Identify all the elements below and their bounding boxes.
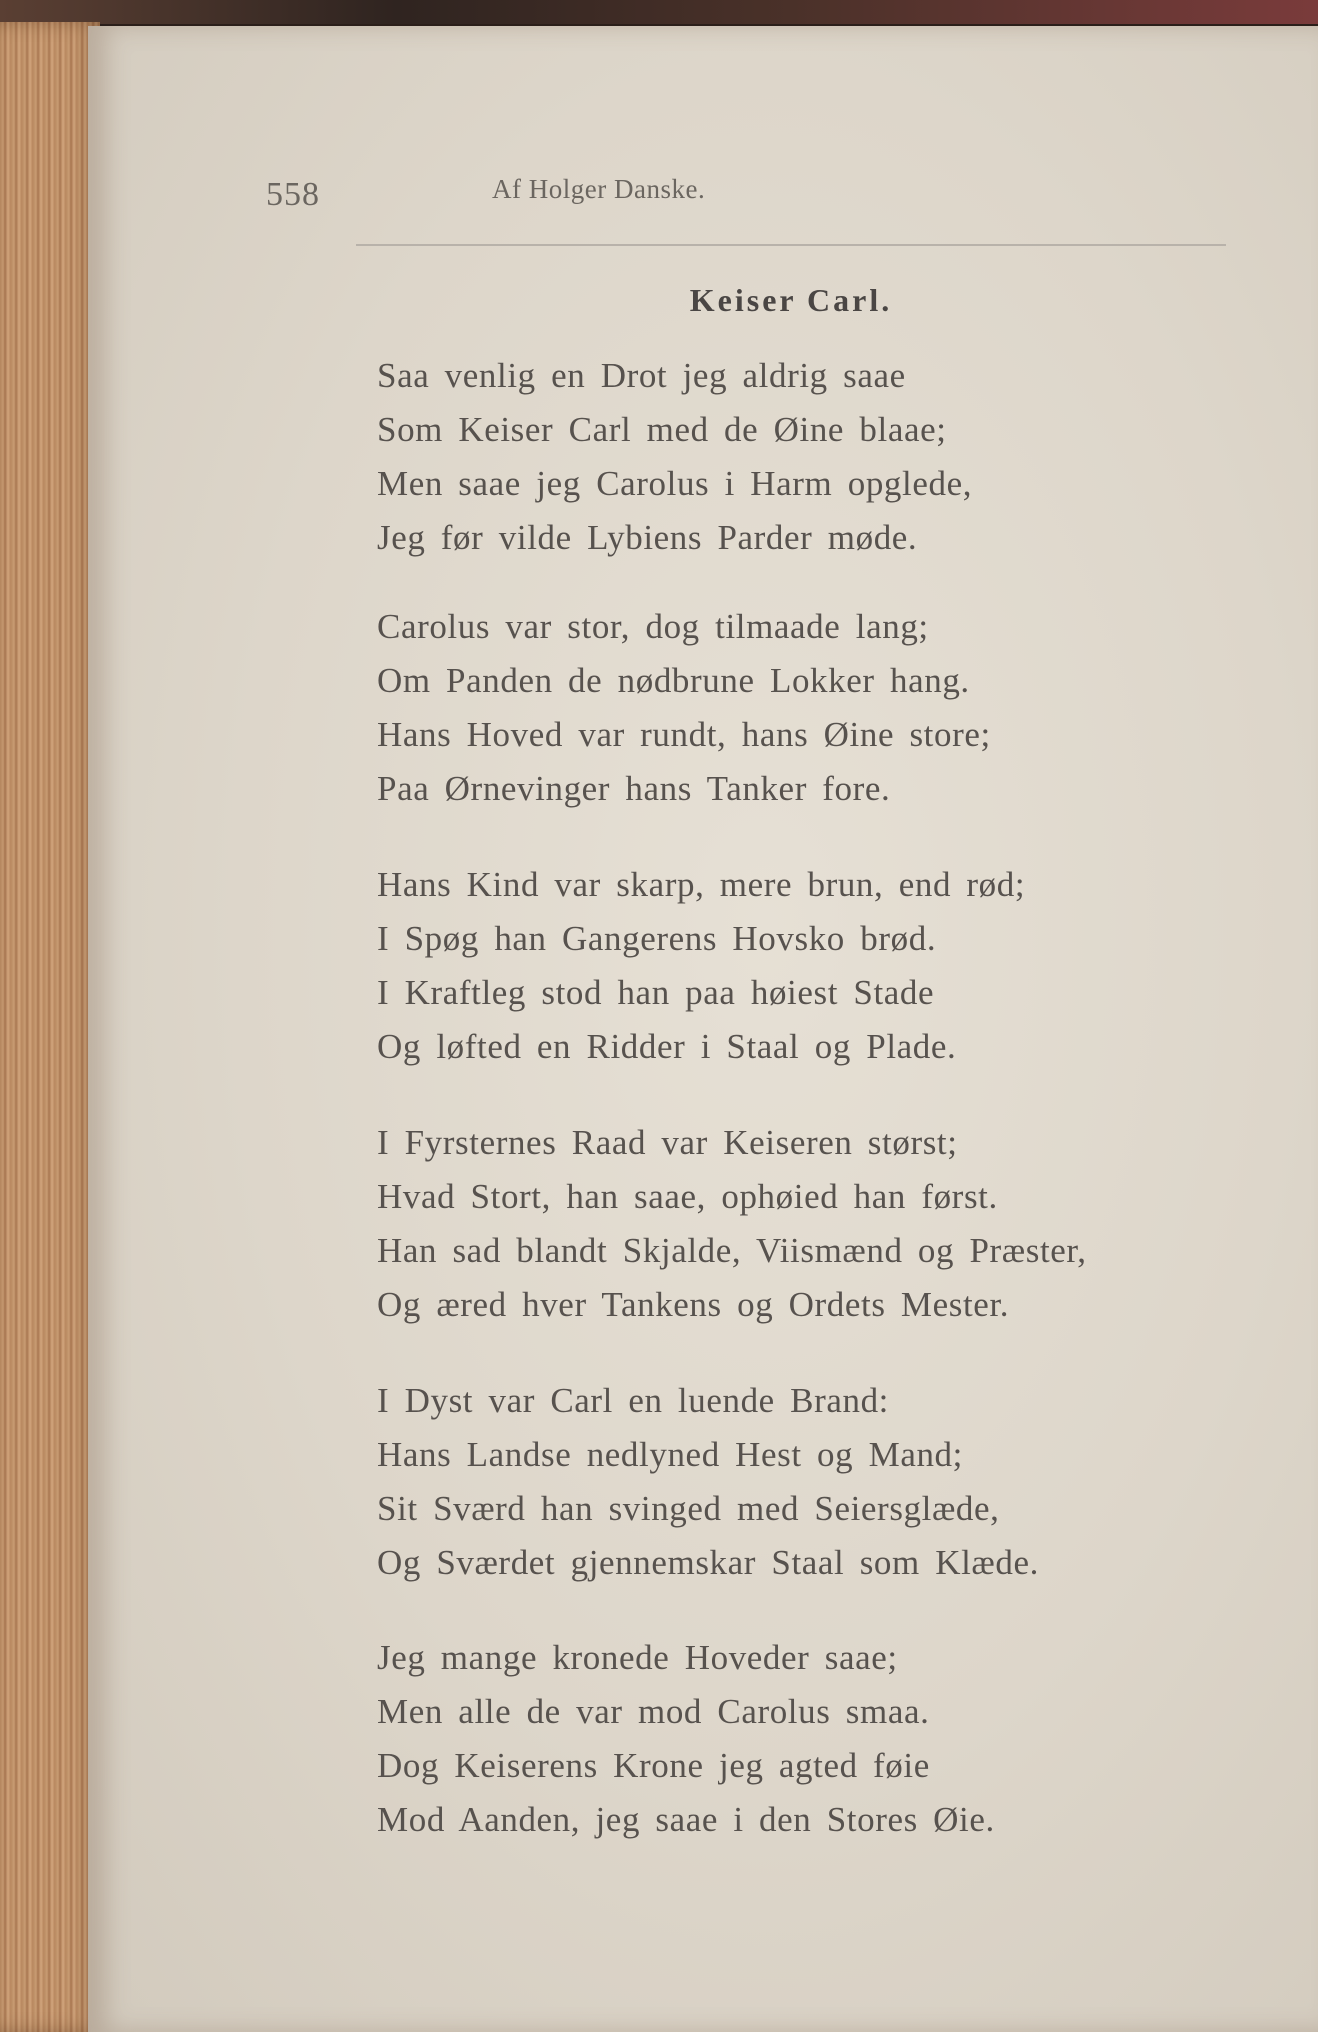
page-number: 558 bbox=[266, 176, 320, 213]
verse-line: Hans Landse nedlyned Hest og Mand; bbox=[377, 1435, 963, 1474]
verse-line: Sit Sværd han svinged med Seiersglæde, bbox=[377, 1489, 1000, 1528]
verse-line: Som Keiser Carl med de Øine blaae; bbox=[377, 410, 947, 449]
header-rule bbox=[356, 244, 1226, 246]
binding-top bbox=[0, 0, 1318, 24]
verse-line: Saa venlig en Drot jeg aldrig saae bbox=[377, 356, 906, 395]
stanza bbox=[377, 349, 1237, 565]
verse-line: Paa Ørnevinger hans Tanker fore. bbox=[377, 769, 891, 808]
verse-line: Hans Kind var skarp, mere brun, end rød; bbox=[377, 865, 1026, 904]
verse-line: Om Panden de nødbrune Lokker hang. bbox=[377, 661, 970, 700]
verse-line: Jeg mange kronede Hoveder saae; bbox=[377, 1638, 898, 1677]
running-title: Af Holger Danske. bbox=[492, 174, 706, 204]
verse-line: Men alle de var mod Carolus smaa. bbox=[377, 1692, 930, 1731]
verse-line: Og Sværdet gjennemskar Staal som Klæde. bbox=[377, 1543, 1039, 1582]
verse-line: Han sad blandt Skjalde, Viismænd og Præster, bbox=[377, 1231, 1087, 1270]
page-edges bbox=[0, 22, 100, 2032]
verse-line: I Spøg han Gangerens Hovsko brød. bbox=[377, 919, 937, 958]
verse-line: Og æred hver Tankens og Ordets Mester. bbox=[377, 1285, 1010, 1324]
verse-line: Hvad Stort, han saae, ophøied han først. bbox=[377, 1177, 998, 1216]
verse-line: Mod Aanden, jeg saae i den Stores Øie. bbox=[377, 1800, 995, 1839]
verse-line: I Fyrsternes Raad var Keiseren størst; bbox=[377, 1123, 958, 1162]
verse-line: I Dyst var Carl en luende Brand: bbox=[377, 1381, 890, 1420]
stanza bbox=[377, 858, 1237, 1074]
running-head bbox=[266, 150, 926, 220]
verse-line: Men saae jeg Carolus i Harm opglede, bbox=[377, 464, 973, 503]
verse-line: Dog Keiserens Krone jeg agted føie bbox=[377, 1746, 930, 1785]
stanza bbox=[377, 1374, 1237, 1590]
verse-line: I Kraftleg stod han paa høiest Stade bbox=[377, 973, 935, 1012]
verse-line: Jeg før vilde Lybiens Parder møde. bbox=[377, 518, 918, 557]
verse-line: Carolus var stor, dog tilmaade lang; bbox=[377, 607, 929, 646]
verse-line: Hans Hoved var rundt, hans Øine store; bbox=[377, 715, 991, 754]
poem-title: Keiser Carl. bbox=[689, 282, 893, 318]
stanza bbox=[377, 1116, 1237, 1332]
verse-line: Og løfted en Ridder i Staal og Plade. bbox=[377, 1027, 957, 1066]
stanza bbox=[377, 1631, 1237, 1847]
stanza bbox=[377, 600, 1237, 816]
